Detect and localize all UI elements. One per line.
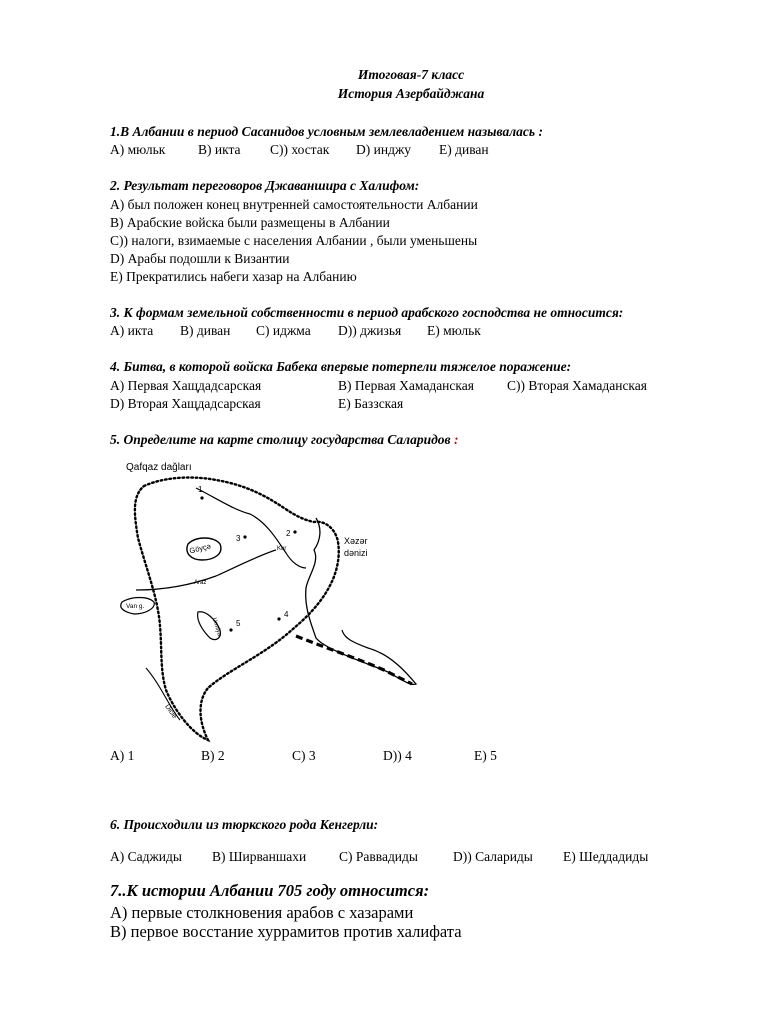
map-marker-4: 4 xyxy=(284,610,289,619)
q6-option-e: E) Шеддадиды xyxy=(563,849,649,864)
question-6: 6. Происходили из тюркского рода Кенгерли: xyxy=(110,817,379,832)
q4-option-d: D) Вторая Хащдадсарская xyxy=(110,396,261,411)
q7-option-a: A) первые столкновения арабов с хазарами xyxy=(110,903,414,922)
q3-option-b: B) диван xyxy=(180,323,231,338)
map-label-caspian-1: Xəzər xyxy=(344,536,368,546)
q5-option-e: E) 5 xyxy=(474,748,497,763)
page-subtitle: История Азербайджана xyxy=(337,86,485,101)
q1-option-b: B) икта xyxy=(198,142,241,157)
q2-option-e: E) Прекратились набеги хазар на Албанию xyxy=(110,269,357,284)
map-dot-2 xyxy=(293,530,296,533)
map-dot-1 xyxy=(200,496,203,499)
q2-option-d: D) Арабы подошли к Византии xyxy=(110,251,290,266)
q1-option-e: E) диван xyxy=(439,142,489,157)
map-marker-2: 2 xyxy=(286,529,291,538)
question-5-text: 5. Определите на карте столицу государства Саларидов xyxy=(110,432,451,447)
map-label-van: Van g. xyxy=(126,603,145,610)
map-label-kur: Kur xyxy=(277,546,287,552)
q4-option-e: E) Баззская xyxy=(338,396,404,411)
q3-option-c: C) иджма xyxy=(256,323,311,338)
map-label-urmia: Urmiya xyxy=(210,617,223,638)
question-5-colon: : xyxy=(453,432,459,447)
map-marker-3: 3 xyxy=(236,534,241,543)
question-3: 3. К формам земельной собственности в период арабского господства не относится: xyxy=(110,305,624,320)
map-label-goycha: Göyçə xyxy=(188,541,212,556)
map-label-caucasus: Qafqaz dağları xyxy=(126,462,192,473)
map-marker-1: 1 xyxy=(198,485,203,494)
question-5 xyxy=(110,432,458,448)
question-1: 1.В Албании в период Сасанидов условным землевладением называлась : xyxy=(110,124,543,139)
map-kur-river xyxy=(196,488,306,568)
map-dot-4 xyxy=(277,617,280,620)
q3-option-e: E) мюльк xyxy=(427,323,481,338)
q5-option-b: B) 2 xyxy=(201,748,225,763)
q1-option-d: D) инджу xyxy=(356,142,412,157)
q5-option-a: A) 1 xyxy=(110,748,135,763)
q3-option-a: A) икта xyxy=(110,323,154,338)
question-4: 4. Битва, в которой войска Бабека впервые потерпели тяжелое поражение: xyxy=(110,359,572,374)
q4-option-a: A) Первая Хащдадсарская xyxy=(110,378,262,393)
q5-option-d: D)) 4 xyxy=(383,748,412,763)
map-state-border xyxy=(296,636,412,684)
map-marker-5: 5 xyxy=(236,619,241,628)
page-title: Итоговая-7 класс xyxy=(357,67,465,82)
q4-option-b: B) Первая Хамаданская xyxy=(338,378,474,393)
q2-option-c: C)) налоги, взимаемые с населения Албании , были уменьшены xyxy=(110,233,478,248)
q4-option-c: C)) Вторая Хамаданская xyxy=(507,378,647,393)
q6-option-b: B) Ширваншахи xyxy=(212,849,307,864)
q1-option-c: C)) хостак xyxy=(270,142,330,157)
q7-option-b: B) первое восстание хуррамитов против халифата xyxy=(110,922,462,941)
q5-option-c: C) 3 xyxy=(292,748,316,763)
q6-option-a: A) Саджиды xyxy=(110,849,182,864)
question-7: 7..К истории Албании 705 году относится: xyxy=(110,881,430,900)
map-border xyxy=(135,478,339,740)
map-label-dicle: Dicle xyxy=(163,703,178,721)
map-dot-3 xyxy=(243,535,246,538)
map-label-caspian-2: dənizi xyxy=(344,548,368,558)
q2-option-b: B) Арабские войска были размещены в Албании xyxy=(110,215,390,230)
q6-option-c: C) Раввадиды xyxy=(339,849,418,864)
q1-option-a: A) мюльк xyxy=(110,142,166,157)
q3-option-d: D)) джизья xyxy=(338,323,402,338)
q2-option-a: A) был положен конец внутренней самостоятельности Албании xyxy=(110,197,478,212)
question-2: 2. Результат переговоров Джаваншира с Халифом: xyxy=(110,178,420,193)
map-dot-5 xyxy=(229,628,232,631)
q6-option-d: D)) Салариды xyxy=(453,849,533,864)
map-label-araz: Araz xyxy=(194,580,207,586)
map-figure xyxy=(116,458,438,748)
